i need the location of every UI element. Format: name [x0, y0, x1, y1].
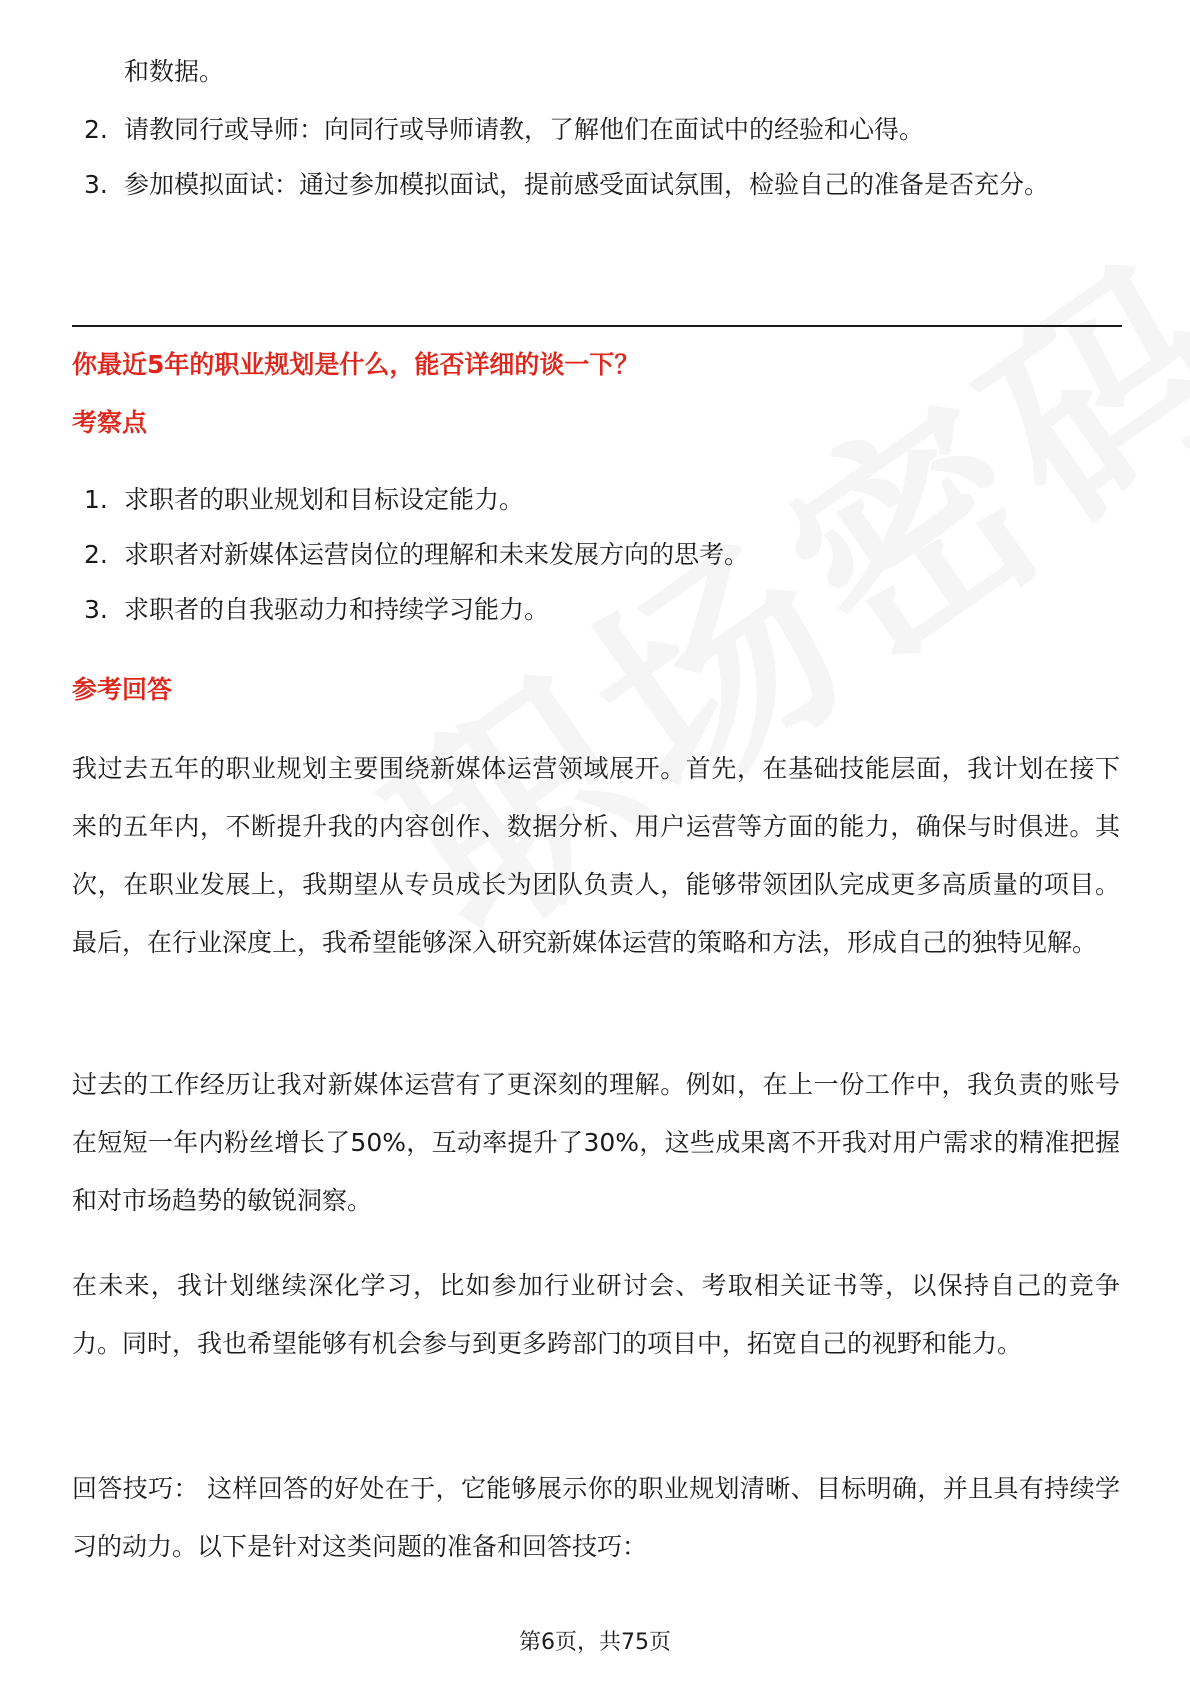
list-number: 3. — [84, 595, 108, 624]
list-continuation: 和数据。 — [124, 57, 225, 86]
top-list — [84, 102, 1124, 212]
section-heading-kaocha: 考察点 — [72, 408, 148, 437]
answer-tips-paragraph: 回答技巧： 这样回答的好处在于，它能够展示你的职业规划清晰、目标明确，并且具有持续学习的动力。以下是针对这类问题的准备和回答技巧： — [72, 1474, 1120, 1561]
kaocha-list — [84, 472, 1124, 637]
list-item — [84, 527, 1124, 582]
divider — [72, 325, 1122, 327]
answer-paragraph: 过去的工作经历让我对新媒体运营有了更深刻的理解。例如，在上一份工作中，我负责的账号在短短一年内粉丝增长了50%，互动率提升了30%，这些成果离不开我对用户需求的精准把握和对市场趋势的敏锐洞察。 — [72, 1070, 1120, 1215]
answer-paragraph: 我过去五年的职业规划主要围绕新媒体运营领域展开。首先，在基础技能层面，我计划在接下来的五年内，不断提升我的内容创作、数据分析、用户运营等方面的能力，确保与时俱进。其次，在职业发展上，我期望从专员成长为团队负责人，能够带领团队完成更多高质量的项目。最后，在行业深度上，我希望能够深入研究新媒体运营的策略和方法，形成自己的独特见解。 — [72, 754, 1120, 957]
list-number: 2. — [84, 540, 108, 569]
list-text: 参加模拟面试：通过参加模拟面试，提前感受面试氛围，检验自己的准备是否充分。 — [124, 170, 1050, 199]
answer-paragraph: 在未来，我计划继续深化学习，比如参加行业研讨会、考取相关证书等，以保持自己的竞争力。同时，我也希望能够有机会参与到更多跨部门的项目中，拓宽自己的视野和能力。 — [72, 1271, 1120, 1358]
list-text: 请教同行或导师：向同行或导师请教，了解他们在面试中的经验和心得。 — [124, 115, 925, 144]
list-item — [84, 157, 1124, 212]
list-text: 求职者的自我驱动力和持续学习能力。 — [124, 595, 550, 624]
section-heading-answer: 参考回答 — [72, 675, 173, 704]
list-text: 求职者的职业规划和目标设定能力。 — [124, 485, 525, 514]
list-text: 求职者对新媒体运营岗位的理解和未来发展方向的思考。 — [124, 540, 750, 569]
list-item — [84, 472, 1124, 527]
page-number: 第6页，共75页 — [519, 1630, 671, 1655]
list-item — [84, 582, 1124, 637]
list-number: 3. — [84, 170, 108, 199]
question-title: 你最近5年的职业规划是什么，能否详细的谈一下？ — [72, 350, 640, 379]
list-number: 2. — [84, 115, 108, 144]
list-item — [84, 102, 1124, 157]
list-number: 1. — [84, 485, 108, 514]
